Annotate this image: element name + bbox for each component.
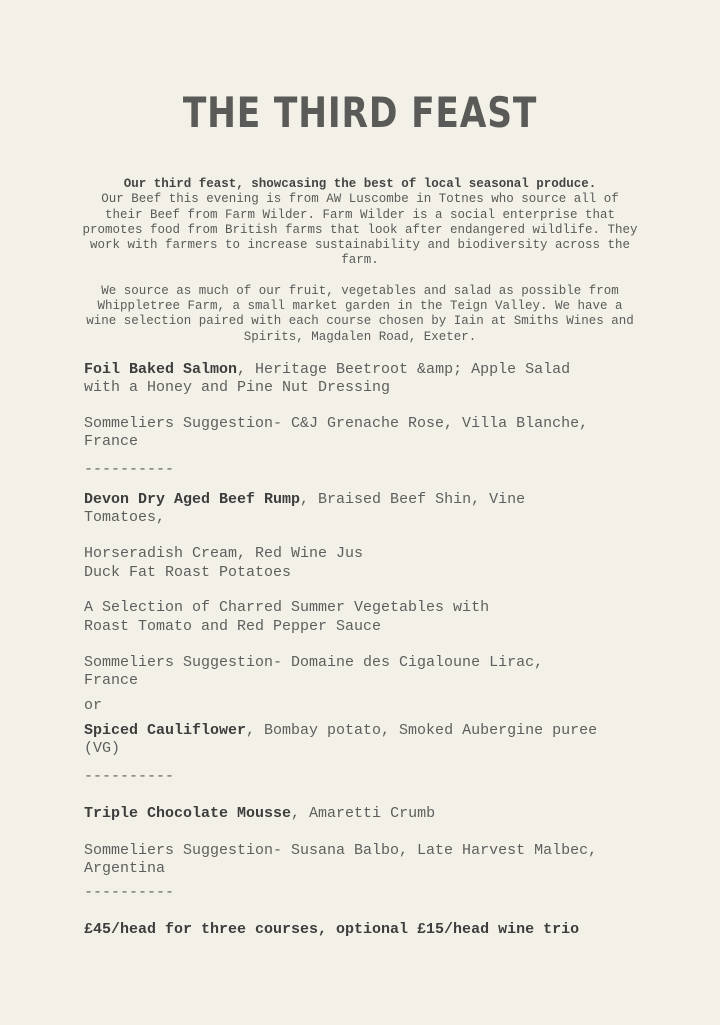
main-desc-1: , Braised Beef Shin, Vine — [300, 491, 526, 508]
price: £45/head for three courses, optional £15/head wine trio — [84, 921, 580, 938]
divider-1: ---------- — [84, 461, 175, 478]
main-side1-1: Horseradish Cream, Red Wine Jus — [84, 545, 364, 562]
starter-wine-2: France — [84, 433, 139, 450]
dessert-name: Triple Chocolate Mousse — [84, 805, 292, 822]
dessert-wine-2: Argentina — [84, 860, 166, 877]
divider-2: ---------- — [84, 768, 175, 785]
starter-desc-2: with a Honey and Pine Nut Dressing — [84, 379, 391, 396]
intro-lead: Our third feast, showcasing the best of local seasonal produce. — [123, 177, 597, 191]
dessert-desc: , Amaretti Crumb — [291, 805, 436, 822]
intro-paragraph-2: We source as much of our fruit, vegetables and salad as possible from Whippletree Farm, a small market garden in the Teign Valley. We have a wine selection paired with each course chosen by Iain at Smiths Wines and Spirits, Magdalen Road, Exeter. — [86, 283, 634, 344]
starter-desc-1: , Heritage Beetroot &amp; Apple Salad — [237, 361, 571, 378]
main-wine-2: France — [84, 672, 139, 689]
main-line-1 — [84, 491, 644, 509]
main-alt-name: Spiced Cauliflower — [84, 722, 247, 739]
main-alt-line-1 — [84, 722, 644, 740]
main-side2-1: A Selection of Charred Summer Vegetables with — [84, 599, 490, 616]
main-or: or — [84, 697, 103, 714]
dessert-line-1 — [84, 805, 644, 823]
main-wine-1: Sommeliers Suggestion- Domaine des Cigaloune Lirac, — [84, 654, 544, 671]
intro-paragraph-1: Our Beef this evening is from AW Luscombe in Totnes who source all of their Beef from Farm Wilder. Farm Wilder is a social enterprise that promotes food from British farms that look after endangered wildlife. They work with farmers to increase sustainability and biodiversity across the farm. — [82, 192, 638, 268]
starter-name: Foil Baked Salmon — [84, 361, 238, 378]
price-line — [84, 921, 644, 939]
main-name: Devon Dry Aged Beef Rump — [84, 491, 301, 508]
main-alt-desc-1: , Bombay potato, Smoked Aubergine puree — [246, 722, 598, 739]
main-desc-2: Tomatoes, — [84, 509, 166, 526]
main-alt-desc-2: (VG) — [84, 740, 121, 757]
intro-text — [80, 177, 640, 345]
dessert-wine-1: Sommeliers Suggestion- Susana Balbo, Late Harvest Malbec, — [84, 842, 598, 859]
page-title: THE THIRD FEAST — [182, 88, 538, 137]
main-side1-2: Duck Fat Roast Potatoes — [84, 564, 292, 581]
divider-3: ---------- — [84, 884, 175, 901]
main-side2-2: Roast Tomato and Red Pepper Sauce — [84, 618, 382, 635]
starter-line-1 — [84, 361, 644, 379]
starter-wine-1: Sommeliers Suggestion- C&J Grenache Rose, Villa Blanche, — [84, 415, 589, 432]
